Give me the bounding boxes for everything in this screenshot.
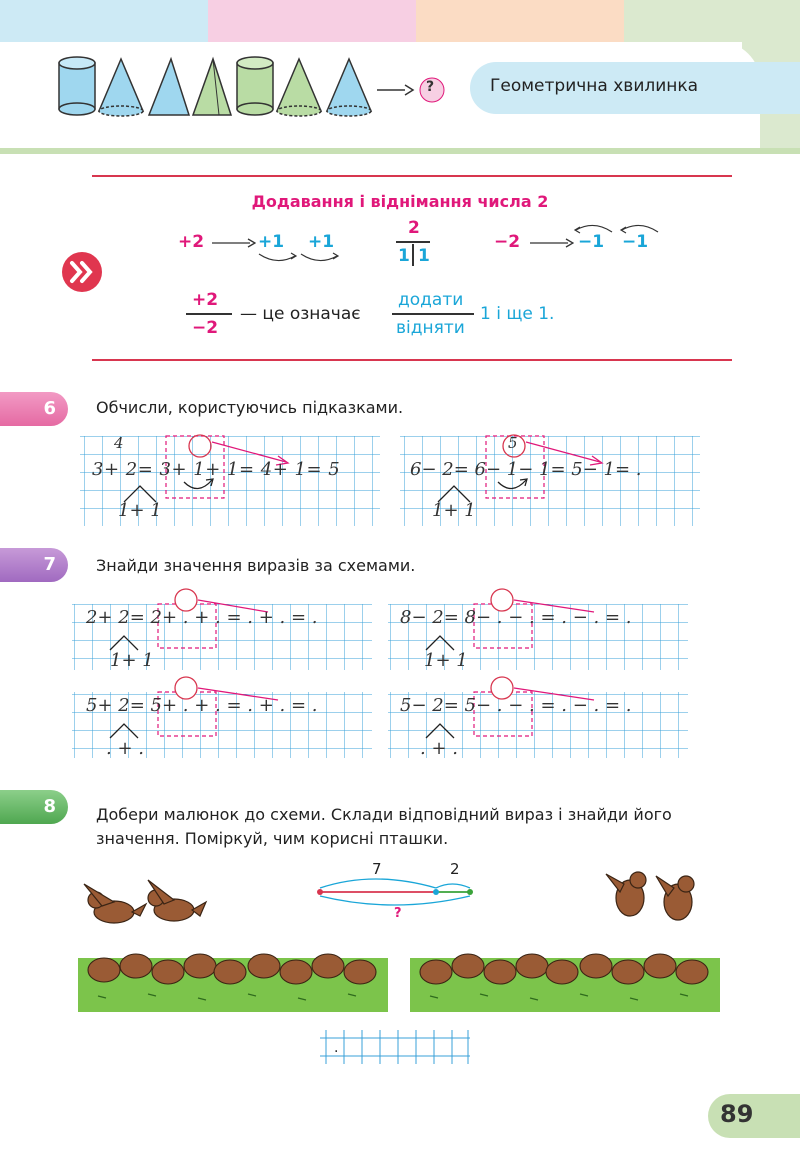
task-7-line-3: 5+ 2= 5+ . + . = . + . = .	[86, 695, 318, 716]
answer-dot: .	[334, 1040, 339, 1056]
cylinder-green-icon	[237, 57, 273, 115]
rule-title: Додавання і віднімання числа 2	[251, 192, 549, 211]
pyramid-green-icon	[193, 59, 231, 115]
scheme-label-7: 7	[372, 860, 382, 878]
split-left: 1	[398, 246, 410, 266]
step-back-arcs	[572, 220, 668, 236]
arrow-right-icon	[212, 236, 256, 250]
rule-means: — це означає	[240, 304, 361, 324]
birds-on-grass-left-image	[78, 936, 388, 1012]
task-number: 7	[43, 554, 56, 575]
task-7-split-1: 1+ 1	[110, 650, 154, 671]
birds-on-grass-right-image	[410, 936, 720, 1012]
rule-add-step2: +1	[308, 232, 335, 252]
task-7-line-4: 5− 2= 5− . − . = . − . = .	[400, 695, 632, 716]
task-6-badge	[0, 392, 68, 426]
rule-top-line	[92, 175, 732, 177]
word-line	[392, 313, 474, 315]
cone-blue-2-icon	[327, 59, 371, 116]
header-divider	[0, 148, 800, 154]
split-line	[396, 241, 430, 243]
top-strip-green	[624, 0, 800, 42]
rule-sub-op: −2	[494, 232, 521, 252]
task-7-split-4: . + .	[420, 738, 458, 759]
section-title: Геометрична хвилинка	[490, 76, 699, 96]
double-chevron-icon	[60, 250, 104, 294]
frac-top: +2	[192, 290, 219, 310]
frac-line	[186, 313, 232, 315]
rule-bottom-line	[92, 359, 732, 361]
arrow-right-icon	[530, 236, 574, 250]
top-strip-pink	[208, 0, 416, 42]
header-question-mark: ?	[426, 79, 435, 95]
split-right: 1	[418, 246, 430, 266]
task-7-line-2: 8− 2= 8− . − . = . − . = .	[400, 607, 632, 628]
step-arcs	[255, 250, 347, 266]
scheme-label-2: 2	[450, 860, 460, 878]
scheme-question: ?	[394, 906, 402, 921]
cone-green-icon	[277, 59, 321, 116]
task-8-text-line1: Добери малюнок до схеми. Склади відповідний вираз і знайди його	[96, 805, 672, 824]
page-number: 89	[720, 1100, 754, 1128]
task-7-badge	[0, 548, 68, 582]
rule-sub-step1: −1	[578, 232, 605, 252]
task-7-split-2: 1+ 1	[424, 650, 468, 671]
task-7-split-3: . + .	[106, 738, 144, 759]
answer-grid[interactable]	[320, 1030, 472, 1066]
rule-add-step1: +1	[258, 232, 285, 252]
rule-sub-step2: −1	[622, 232, 649, 252]
task-7-text: Знайди значення виразів за схемами.	[96, 556, 416, 575]
top-strip-peach	[416, 0, 624, 42]
task-6-line-1: 3+ 2= 3+ 1+ 1= 4+ 1= 5	[92, 459, 341, 480]
word-bottom: відняти	[396, 318, 465, 338]
task-6-circle-2: 5	[508, 434, 518, 452]
task-6-line-2: 6− 2= 6− 1− 1= 5− 1= .	[410, 459, 642, 480]
task-number: 8	[43, 796, 56, 817]
geometry-shapes-row	[55, 55, 455, 125]
task-6-split-2: 1+ 1	[432, 500, 476, 521]
task-6-split-1: 1+ 1	[118, 500, 162, 521]
split-bar	[412, 244, 414, 266]
task-number: 6	[43, 398, 56, 419]
frac-bottom: −2	[192, 318, 219, 338]
split-top: 2	[408, 218, 420, 238]
pyramid-blue-icon	[149, 59, 189, 115]
top-strip-blue	[0, 0, 208, 42]
birds-flying-right-image	[600, 860, 710, 932]
task-8-text-line2: значення. Поміркуй, чим корисні пташки.	[96, 829, 449, 848]
task-8-badge	[0, 790, 68, 824]
birds-flying-left-image	[74, 876, 208, 940]
arrow-right-icon	[377, 85, 413, 95]
rule-tail: 1 і ще 1.	[480, 304, 555, 324]
cylinder-blue-icon	[59, 57, 95, 115]
task-6-text: Обчисли, користуючись підказками.	[96, 398, 404, 417]
task-6-circle-1: 4	[114, 434, 124, 452]
word-top: додати	[398, 290, 464, 310]
cone-blue-icon	[99, 59, 143, 116]
task-7-line-1: 2+ 2= 2+ . + . = . + . = .	[86, 607, 318, 628]
rule-add-op: +2	[178, 232, 205, 252]
